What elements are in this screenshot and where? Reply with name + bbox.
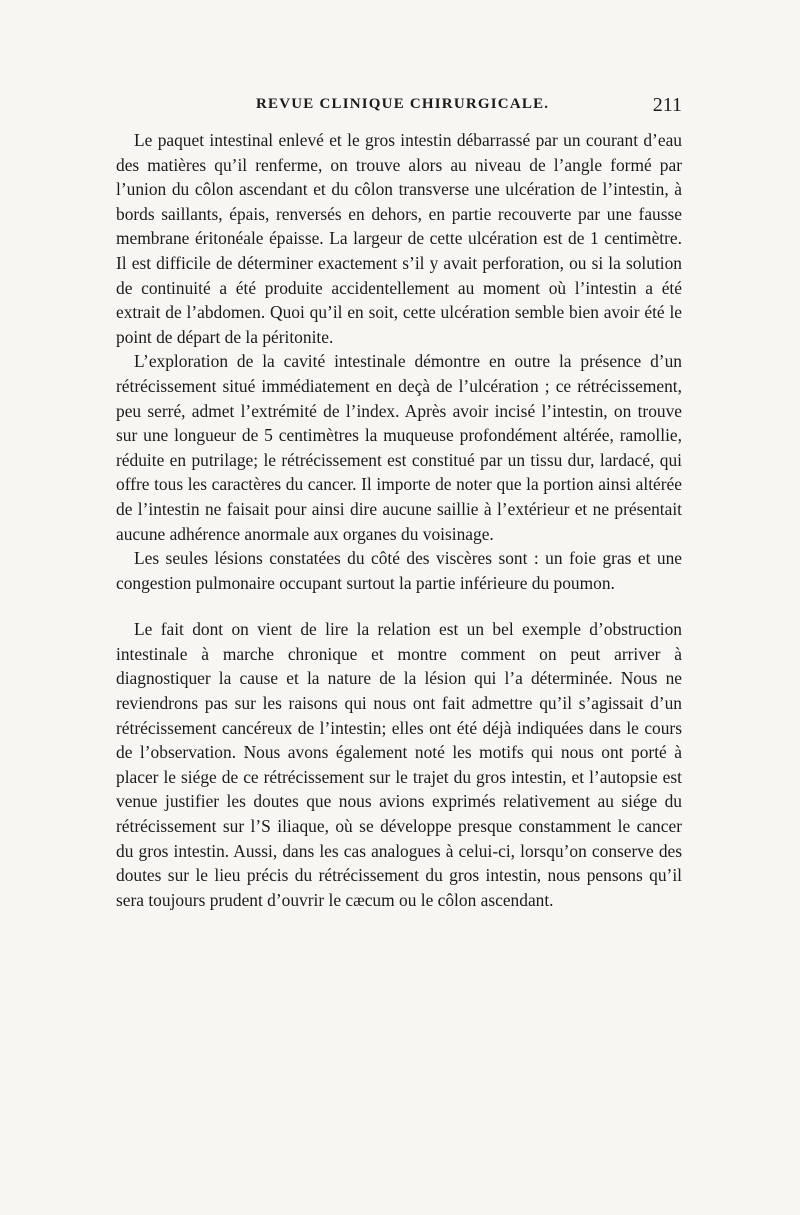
paragraph-autopsy-ulceration: Le paquet intestinal enlevé et le gros intestin débarrassé par un courant d’eau des matières qu’il renferme, on trouve alors au niveau de l’angle formé par l’union du côlon ascendant et du côlon transverse une ulcération de l’intestin, à bords saillants, épais, renversés en dehors, en partie recouverte par une fausse membrane éritonéale épaisse. La largeur de cette ulcération est de 1 centimètre. Il est difficile de déterminer exactement s’il y avait perforation, ou si la solution de continuité a été produite accidentellement au moment où l’intestin a été extrait de l’abdomen. Quoi qu’il en soit, cette ulcération semble bien avoir été le point de départ de la péritonite. xyxy=(116,130,682,347)
section-gap xyxy=(116,595,682,617)
running-head xyxy=(116,96,682,126)
page-number: 211 xyxy=(652,94,682,116)
paragraph-retrecissement: L’exploration de la cavité intestinale démontre en outre la présence d’un rétrécissement situé immédiatement en deçà de l’ulcération ; ce rétrécissement, peu serré, admet l’extrémité de l’index. Après avoir incisé l’intestin, on trouve sur une longueur de 5 centimètres la muqueuse profondément altérée, ramollie, réduite en putrilage; le rétrécissement est constitué par un tissu dur, lardacé, qui offre tous les caractères du cancer. Il importe de noter que la portion ainsi altérée de l’intestin ne faisait pour ainsi dire aucune saillie à l’extérieur et ne présentait aucune adhérence anormale aux organes du voisinage. xyxy=(116,351,682,544)
journal-title: REVUE CLINIQUE CHIRURGICALE. xyxy=(256,96,550,112)
page xyxy=(116,96,682,912)
paragraph-commentary: Le fait dont on vient de lire la relation est un bel exemple d’obstruction intestinale à marche chronique et montre comment on peut arriver à diagnostiquer la cause et la nature de la lésion qui l’a déterminée. Nous ne reviendrons pas sur les raisons qui nous ont fait admettre qu’il s’agissait d’un rétrécissement cancéreux de l’intestin; elles ont été déjà indiquées dans le cours de l’observation. Nous avons également noté les motifs qui nous ont porté à placer le siége de ce rétrécissement sur le trajet du gros intestin, et l’autopsie est venue justifier les doutes que nous avions exprimés relativement au siége du rétrécissement sur l’S iliaque, où se développe presque constamment le cancer du gros intestin. Aussi, dans les cas analogues à celui-ci, lorsqu’on conserve des doutes sur le lieu précis du rétrécissement du gros intestin, nous pensons qu’il sera toujours prudent d’ouvrir le cæcum ou le côlon ascendant. xyxy=(116,619,682,910)
paragraph-lesions: Les seules lésions constatées du côté des viscères sont : un foie gras et une congestion pulmonaire occupant surtout la partie inférieure du poumon. xyxy=(116,548,682,593)
